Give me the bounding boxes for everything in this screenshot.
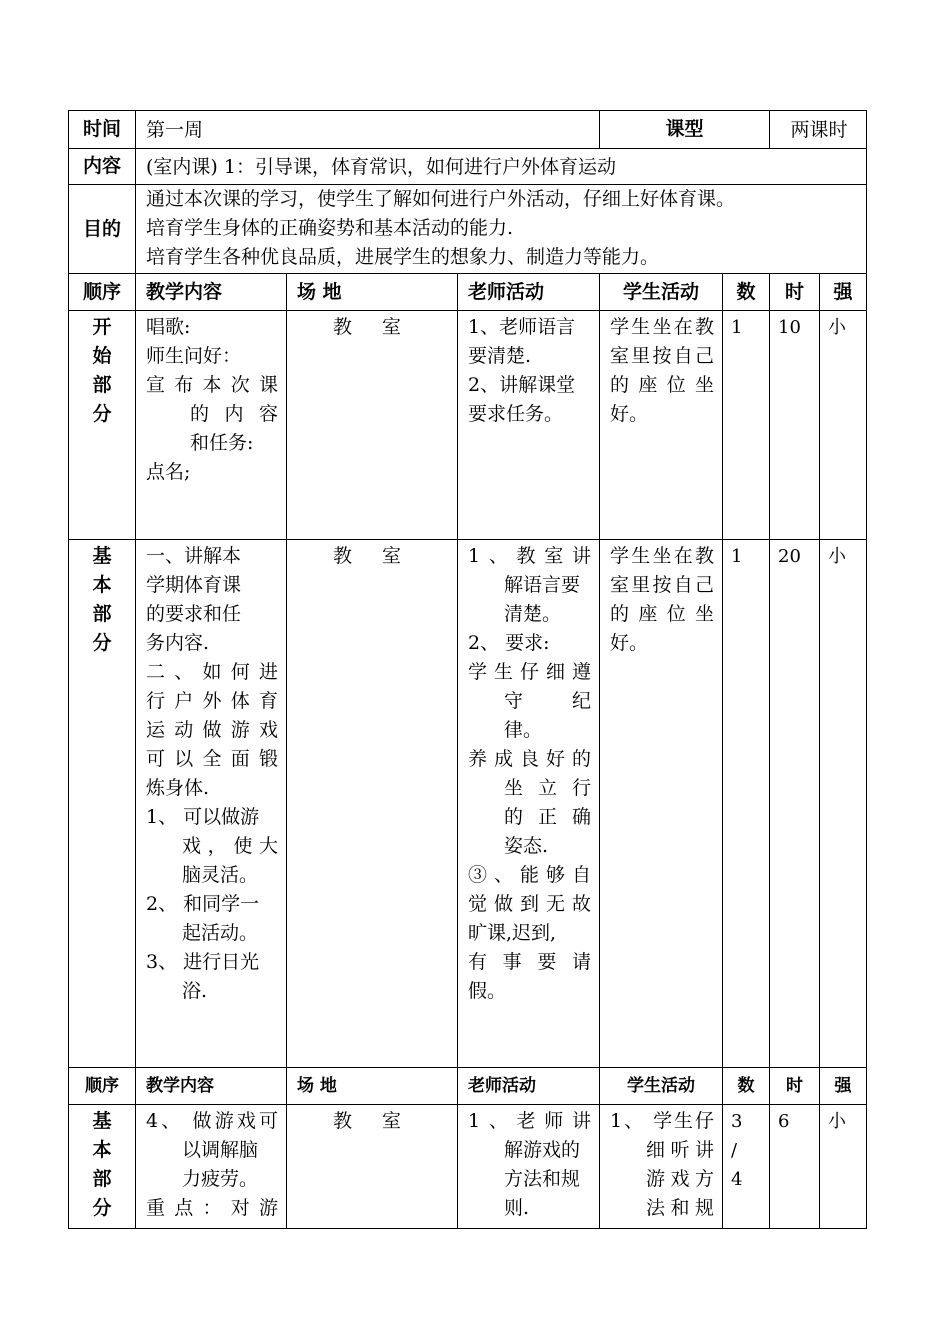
lesson-plan-table bbox=[68, 110, 867, 1229]
goal-row bbox=[69, 185, 867, 274]
teaching-content: 一、讲解本 学期体育课 的要求和任 务内容. 二、如何进 行户外体育 运动做游戏 可以全面锻 炼身体. 1、 可以做游 戏，使大 脑灵活。 2、 和同学一 起活动。 3、 进行日光 浴. bbox=[136, 540, 287, 1068]
time-cell: 20 bbox=[770, 540, 820, 1068]
column-header-row bbox=[69, 274, 867, 311]
teacher-activity: 1、教室讲 解语言要 清楚。 2、 要求: 学生仔细遵 守 纪 律。 养成良好的 坐立行 的正确 姿态. ③、能够自 觉做到无故 旷课,迟到, 有事要请 假。 bbox=[458, 540, 600, 1068]
venue: 教 室 bbox=[287, 540, 458, 1068]
venue: 教 室 bbox=[287, 311, 458, 540]
teaching-content: 4、 做游戏可 以调解脑 力疲劳。 重点：对游 bbox=[136, 1105, 287, 1229]
intensity-cell: 小 bbox=[820, 311, 867, 540]
content-row bbox=[69, 149, 867, 185]
lesson-plan bbox=[68, 110, 866, 1229]
goal-label: 目的 bbox=[69, 185, 136, 274]
time-row bbox=[69, 111, 867, 149]
col-count: 数 bbox=[723, 274, 770, 311]
student-activity: 学生坐在教 室里按自己 的座位坐 好。 bbox=[600, 540, 723, 1068]
goal-line: 培育学生身体的正确姿势和基本活动的能力. bbox=[146, 217, 514, 239]
intensity-cell: 小 bbox=[820, 540, 867, 1068]
col-student: 学生活动 bbox=[600, 1068, 723, 1105]
time-value: 第一周 bbox=[136, 111, 600, 149]
table-row bbox=[69, 1105, 867, 1229]
student-activity: 1、 学生仔 细听讲 游戏方 法和规 bbox=[600, 1105, 723, 1229]
col-order: 顺序 bbox=[69, 1068, 136, 1105]
teacher-activity: 1、老师语言 要清楚. 2、讲解课堂 要求任务。 bbox=[458, 311, 600, 540]
student-activity: 学生坐在教 室里按自己 的座位坐 好。 bbox=[600, 311, 723, 540]
count-cell: 1 bbox=[723, 311, 770, 540]
section-label: 开 始 部 分 bbox=[69, 311, 136, 540]
goal-line: 培育学生各种优良品质，进展学生的想象力、制造力等能力。 bbox=[146, 246, 660, 268]
col-count: 数 bbox=[723, 1068, 770, 1105]
count-cell: 1 bbox=[723, 540, 770, 1068]
column-header-row bbox=[69, 1068, 867, 1105]
col-venue: 场 地 bbox=[287, 1068, 458, 1105]
col-order: 顺序 bbox=[69, 274, 136, 311]
time-label: 时间 bbox=[69, 111, 136, 149]
teacher-activity: 1、老师讲 解游戏的 方法和规 则. bbox=[458, 1105, 600, 1229]
col-venue: 场 地 bbox=[287, 274, 458, 311]
col-intensity: 强 bbox=[820, 1068, 867, 1105]
teaching-content: 唱歌: 师生问好： 宣布本次课 的内容 和任务: 点名; bbox=[136, 311, 287, 540]
content-label: 内容 bbox=[69, 149, 136, 185]
goal-line: 通过本次课的学习，使学生了解如何进行户外活动，仔细上好体育课。 bbox=[146, 188, 736, 210]
table-row bbox=[69, 311, 867, 540]
section-label: 基 本 部 分 bbox=[69, 540, 136, 1068]
content-value: (室内课) 1：引导课，体育常识，如何进行户外体育运动 bbox=[136, 149, 867, 185]
col-time: 时 bbox=[770, 274, 820, 311]
col-time: 时 bbox=[770, 1068, 820, 1105]
goal-text bbox=[136, 185, 867, 274]
col-teacher: 老师活动 bbox=[458, 1068, 600, 1105]
venue: 教 室 bbox=[287, 1105, 458, 1229]
section-label: 基 本 部 分 bbox=[69, 1105, 136, 1229]
col-teacher: 老师活动 bbox=[458, 274, 600, 311]
type-value: 两课时 bbox=[770, 111, 867, 149]
col-intensity: 强 bbox=[820, 274, 867, 311]
col-content: 教学内容 bbox=[136, 274, 287, 311]
type-label: 课型 bbox=[600, 111, 770, 149]
table-row bbox=[69, 540, 867, 1068]
col-content: 教学内容 bbox=[136, 1068, 287, 1105]
col-student: 学生活动 bbox=[600, 274, 723, 311]
intensity-cell: 小 bbox=[820, 1105, 867, 1229]
time-cell: 6 bbox=[770, 1105, 820, 1229]
time-cell: 10 bbox=[770, 311, 820, 540]
count-cell: 3 / 4 bbox=[723, 1105, 770, 1229]
